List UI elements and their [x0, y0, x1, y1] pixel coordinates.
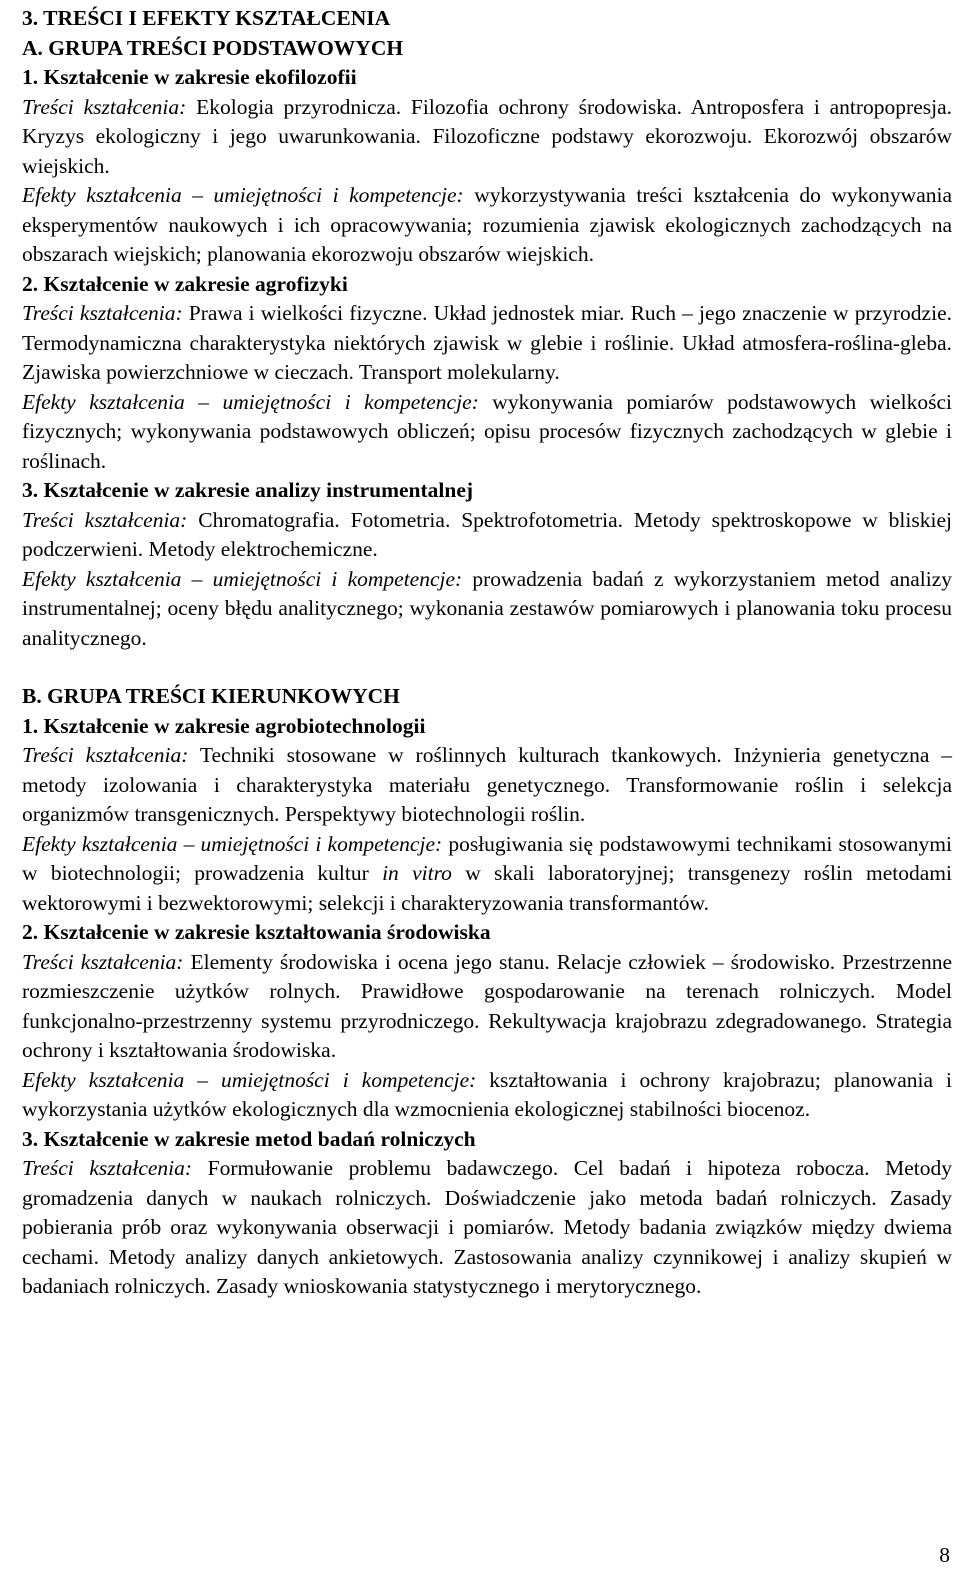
content-label: Treści kształcenia: [22, 507, 188, 532]
section-a2-heading: 2. Kształcenie w zakresie agrofizyki [22, 271, 348, 296]
section-b1-heading: 1. Kształcenie w zakresie agrobiotechnologii [22, 713, 426, 738]
effects-text: posługiwania się podstawowymi technikami stosowanymi w biotechnologii; prowadzenia kultur [22, 831, 952, 885]
section-a2-content [22, 299, 952, 388]
section-a1-content [22, 93, 952, 182]
effects-text: kształtowania i ochrony krajobrazu; planowania i wykorzystania użytków ekologicznych dla wzmocnienia ekologicznej stabilności biocenoz. [22, 1067, 952, 1121]
content-text: Techniki stosowane w roślinnych kulturach tkankowych. Inżynieria genetyczna – metody izolowania i charakterystyka materiału genetycznego. Transformowanie roślin i selekcja organizmów transgenicznych. Perspektywy biotechnologii roślin. [22, 743, 952, 826]
content-label: Treści kształcenia: [22, 1156, 193, 1180]
effects-italic-term: in vitro [382, 861, 452, 885]
section-b2-effects [22, 1066, 952, 1125]
content-text: Formułowanie problemu badawczego. Cel badań i hipoteza robocza. Metody gromadzenia danych w naukach rolniczych. Doświadczenie jako metoda badań rolniczych. Zasady pobierania prób oraz wykonywania obserwacji i pomiarów. Metody badania związków między dwiema cechami. Metody analizy danych ankietowych. Zastosowania analizy czynnikowej i analizy skupień w badaniach rolniczych. Zasady wnioskowania statystycznego i merytorycznego. [22, 1156, 952, 1298]
section-a1-effects [22, 181, 952, 270]
effects-text-continued: w skali laboratoryjnej; transgenezy roślin metodami wektorowymi i bezwektorowymi; selekcji i charakteryzowania transformantów. [22, 861, 952, 915]
content-label: Treści kształcenia: [22, 949, 184, 974]
page-number: 8 [939, 1543, 950, 1567]
effects-label: Efekty kształcenia – umiejętności i kompetencje: [22, 566, 463, 591]
section-a3-content [22, 506, 952, 565]
effects-label: Efekty kształcenia – umiejętności i kompetencje: [22, 389, 479, 414]
effects-text: prowadzenia badań z wykorzystaniem metod analizy instrumentalnej; oceny błędu analitycznego; wykonania zestawów pomiarowych i planowania toku procesu analitycznego. [22, 566, 952, 650]
content-text: Chromatografia. Fotometria. Spektrofotometria. Metody spektroskopowe w bliskiej podczerwieni. Metody elektrochemiczne. [22, 507, 952, 561]
content-label: Treści kształcenia: [22, 301, 183, 325]
content-label: Treści kształcenia: [22, 94, 187, 119]
group-a-heading: A. GRUPA TREŚCI PODSTAWOWYCH [22, 35, 404, 60]
section-b3-heading: 3. Kształcenie w zakresie metod badań rolniczych [22, 1126, 476, 1151]
section-b2-heading: 2. Kształcenie w zakresie kształtowania środowiska [22, 920, 491, 944]
section-a1-heading: 1. Kształcenie w zakresie ekofilozofii [22, 65, 357, 89]
content-text: Elementy środowiska i ocena jego stanu. Relacje człowiek – środowisko. Przestrzenne rozmieszczenie użytków rolnych. Prawidłowe gospodarowanie na terenach rolniczych. Model funkcjonalno-przestrzenny systemu przyrodniczego. Rekultywacja krajobrazu zdegradowanego. Strategia ochrony i kształtowania środowiska. [22, 949, 953, 1062]
section-gap [22, 653, 952, 682]
section-a3-effects [22, 565, 952, 654]
section-a2-effects [22, 388, 952, 477]
content-label: Treści kształcenia: [22, 743, 189, 767]
section-b1-content [22, 741, 952, 830]
effects-text: wykorzystywania treści kształcenia do wykonywania eksperymentów naukowych i ich opracowywania; rozumienia zjawisk ekologicznych zachodzących na obszarach wiejskich; planowania ekorozwoju obszarów wiejskich. [22, 183, 952, 266]
effects-label: Efekty kształcenia – umiejętności i kompetencje: [22, 183, 464, 207]
effects-text: wykonywania pomiarów podstawowych wielkości fizycznych; wykonywania podstawowych obliczeń; opisu procesów fizycznych zachodzących w glebie i roślinach. [22, 389, 952, 473]
effects-label: Efekty kształcenia – umiejętności i kompetencje: [22, 831, 443, 856]
effects-label: Efekty kształcenia – umiejętności i kompetencje: [22, 1067, 477, 1092]
content-text: Ekologia przyrodnicza. Filozofia ochrony środowiska. Antroposfera i antropopresja. Kryzys ekologiczny i jego uwarunkowania. Filozoficzne podstawy ekorozwoju. Ekorozwój obszarów wiejskich. [22, 94, 952, 178]
document-page [22, 4, 952, 1302]
section-b1-effects [22, 830, 952, 919]
section-b2-content [22, 948, 952, 1066]
section-a3-heading: 3. Kształcenie w zakresie analizy instrumentalnej [22, 478, 474, 502]
content-text: Prawa i wielkości fizyczne. Układ jednostek miar. Ruch – jego znaczenie w przyrodzie. Termodynamiczna charakterystyka niektórych zjawisk w glebie i roślinie. Układ atmosfera-roślina-gleba. Zjawiska powierzchniowe w cieczach. Transport molekularny. [22, 301, 952, 384]
group-b-heading: B. GRUPA TREŚCI KIERUNKOWYCH [22, 684, 400, 708]
document-title: 3. TREŚCI I EFEKTY KSZTAŁCENIA [22, 6, 391, 30]
section-b3-content [22, 1154, 952, 1302]
